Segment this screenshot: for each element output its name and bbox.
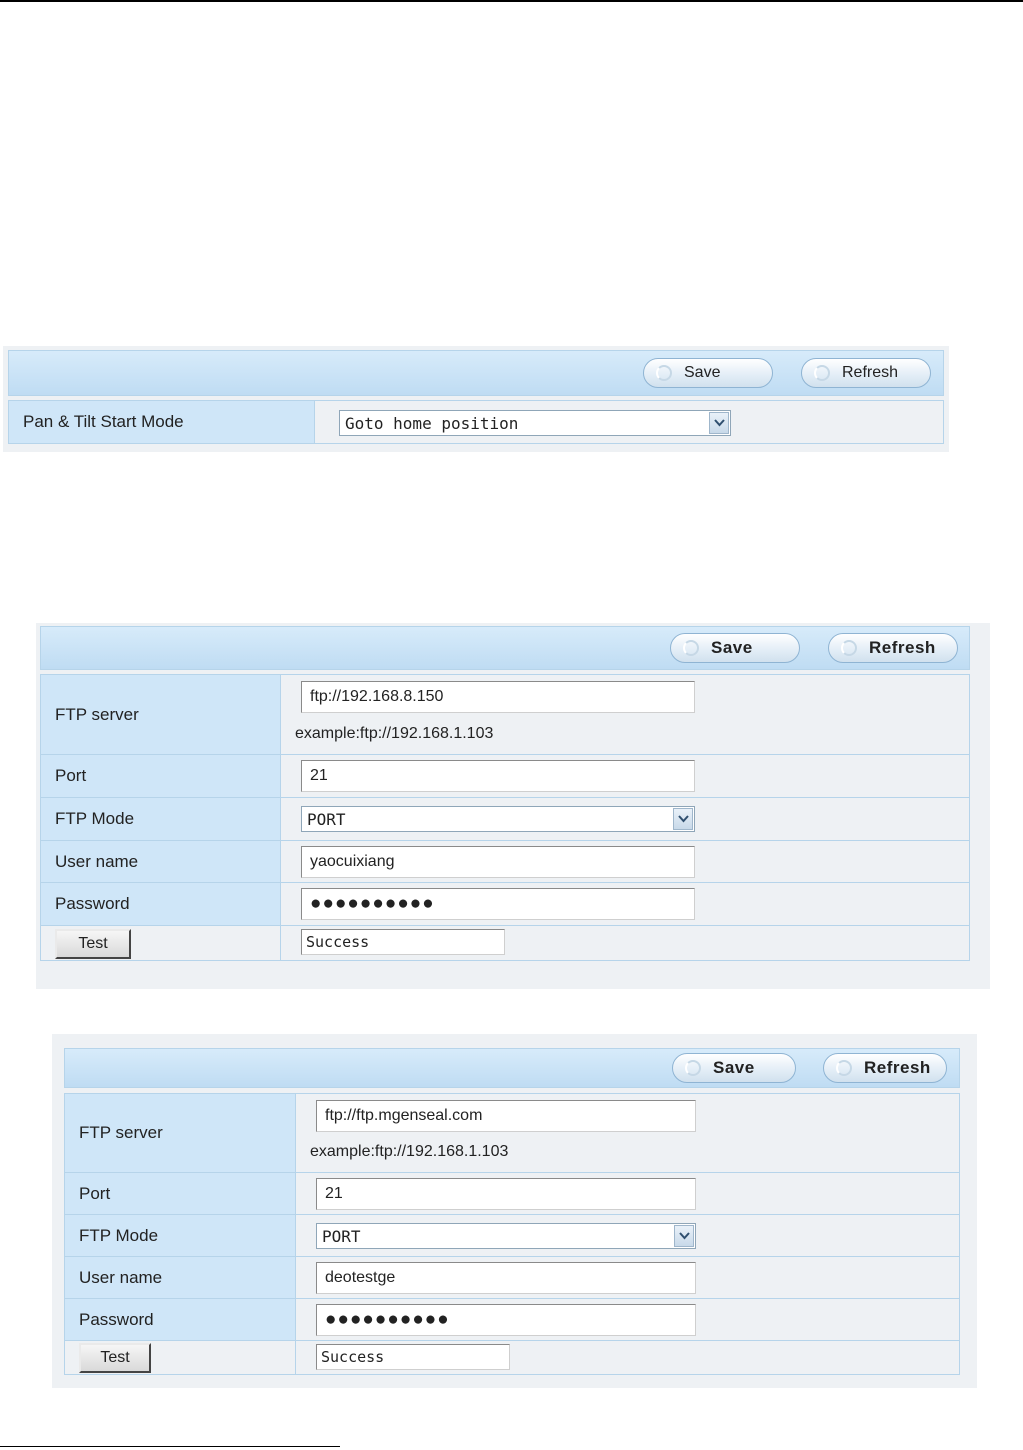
refresh-circle-icon xyxy=(685,1060,701,1076)
test-cell xyxy=(41,926,281,960)
username-cell xyxy=(296,1257,959,1298)
test-result-field: Success xyxy=(316,1344,510,1370)
ftp-server-example: example:ftp://192.168.1.103 xyxy=(310,1143,509,1160)
ftp-mode-row xyxy=(41,797,969,840)
refresh-button[interactable] xyxy=(823,1053,947,1083)
ftp-server-input[interactable]: ftp://ftp.mgenseal.com xyxy=(316,1100,696,1132)
ftp-toolbar-2 xyxy=(64,1048,960,1088)
password-input[interactable]: ●●●●●●●●●● xyxy=(301,888,695,920)
chevron-down-icon[interactable] xyxy=(674,1225,694,1247)
ptz-toolbar xyxy=(8,350,944,396)
ftp-mode-cell xyxy=(281,798,969,840)
ftp-server-row xyxy=(65,1094,959,1172)
refresh-button[interactable] xyxy=(801,358,931,388)
save-button-label: Save xyxy=(711,638,753,657)
test-button[interactable]: Test xyxy=(55,929,131,959)
ftp-settings-table-1 xyxy=(40,674,970,961)
save-button-label: Save xyxy=(713,1058,755,1077)
chevron-down-icon[interactable] xyxy=(673,808,693,830)
start-mode-row xyxy=(9,401,943,443)
password-cell xyxy=(281,883,969,925)
ftp-server-cell xyxy=(296,1094,959,1172)
ftp-mode-select[interactable] xyxy=(316,1223,696,1249)
chevron-down-icon[interactable] xyxy=(709,412,729,434)
password-input[interactable]: ●●●●●●●●●● xyxy=(316,1304,696,1336)
password-cell xyxy=(296,1299,959,1340)
password-row xyxy=(65,1298,959,1340)
port-row xyxy=(41,754,969,797)
save-button[interactable] xyxy=(643,358,773,388)
test-row xyxy=(41,925,969,960)
username-input[interactable]: deotestge xyxy=(316,1262,696,1294)
ptz-settings-table xyxy=(8,400,944,444)
port-row xyxy=(65,1172,959,1214)
test-cell xyxy=(65,1341,296,1374)
test-button[interactable]: Test xyxy=(79,1343,151,1373)
refresh-circle-icon xyxy=(836,1060,852,1076)
start-mode-label: Pan & Tilt Start Mode xyxy=(9,401,315,443)
ftp-mode-select[interactable] xyxy=(301,806,695,832)
page-bottom-rule xyxy=(0,1446,340,1447)
port-cell xyxy=(296,1173,959,1214)
ptz-settings-panel xyxy=(3,346,949,452)
refresh-circle-icon xyxy=(683,640,699,656)
ftp-settings-panel-2 xyxy=(52,1034,977,1388)
password-label: Password xyxy=(65,1299,296,1340)
password-row xyxy=(41,882,969,925)
start-mode-selected: Goto home position xyxy=(345,413,519,433)
password-label: Password xyxy=(41,883,281,925)
port-label: Port xyxy=(41,755,281,797)
save-button-label: Save xyxy=(684,364,721,381)
username-row xyxy=(41,840,969,882)
username-label: User name xyxy=(65,1257,296,1298)
port-cell xyxy=(281,755,969,797)
ftp-server-label: FTP server xyxy=(65,1094,296,1172)
ftp-server-label: FTP server xyxy=(41,675,281,754)
ftp-mode-label: FTP Mode xyxy=(41,798,281,840)
ftp-server-example: example:ftp://192.168.1.103 xyxy=(295,725,494,742)
ftp-server-cell xyxy=(281,675,969,754)
refresh-button[interactable] xyxy=(828,633,958,663)
ftp-mode-row xyxy=(65,1214,959,1256)
save-button[interactable] xyxy=(670,633,800,663)
test-result-field: Success xyxy=(301,929,505,955)
refresh-circle-icon xyxy=(814,365,830,381)
save-button[interactable] xyxy=(672,1053,796,1083)
port-label: Port xyxy=(65,1173,296,1214)
ftp-server-input[interactable]: ftp://192.168.8.150 xyxy=(301,681,695,713)
ftp-mode-selected: PORT xyxy=(322,1226,361,1246)
ftp-mode-selected: PORT xyxy=(307,809,346,829)
username-cell xyxy=(281,841,969,882)
username-label: User name xyxy=(41,841,281,882)
ftp-server-row xyxy=(41,675,969,754)
username-row xyxy=(65,1256,959,1298)
test-result-cell xyxy=(281,926,969,960)
start-mode-select[interactable] xyxy=(339,410,731,436)
page-top-rule xyxy=(0,0,1023,2)
refresh-button-label: Refresh xyxy=(842,364,899,381)
refresh-circle-icon xyxy=(656,365,672,381)
port-input[interactable]: 21 xyxy=(301,760,695,792)
ftp-settings-table-2 xyxy=(64,1093,960,1375)
port-input[interactable]: 21 xyxy=(316,1178,696,1210)
ftp-mode-cell xyxy=(296,1215,959,1256)
ftp-toolbar-1 xyxy=(40,626,970,670)
test-row xyxy=(65,1340,959,1374)
test-result-cell xyxy=(296,1341,959,1374)
start-mode-cell xyxy=(315,401,943,443)
ftp-settings-panel-1 xyxy=(36,623,990,989)
refresh-circle-icon xyxy=(841,640,857,656)
username-input[interactable]: yaocuixiang xyxy=(301,846,695,878)
refresh-button-label: Refresh xyxy=(869,638,936,657)
refresh-button-label: Refresh xyxy=(864,1058,931,1077)
ftp-mode-label: FTP Mode xyxy=(65,1215,296,1256)
